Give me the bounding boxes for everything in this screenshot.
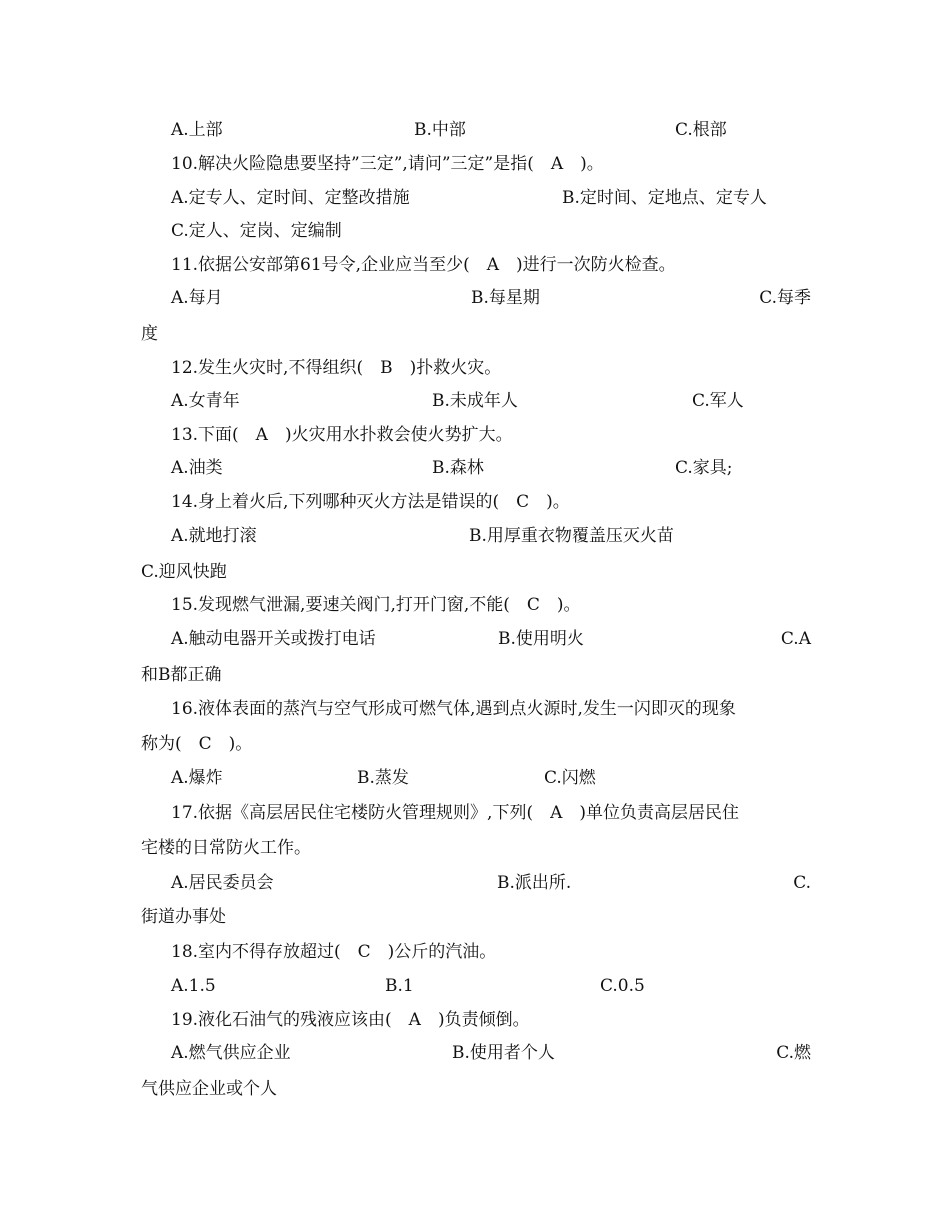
q18-option-b: B.1 [385,976,414,996]
q9-options [171,113,811,147]
q16-question: 16.液体表面的蒸汽与空气形成可燃气体,遇到点火源时,发生一闪即灭的现象 [171,699,736,719]
q11-option-c: C.每季 [759,288,811,308]
q11-option-c-continued: 度 [141,324,158,344]
q17-question-continued: 宅楼的日常防火工作。 [141,838,311,858]
q13-options [171,451,811,485]
q11-option-b: B.每星期 [471,288,540,308]
q19-options [171,1036,811,1070]
q12-options [171,384,811,418]
q19-option-a: A.燃气供应企业 [171,1043,291,1063]
q15-option-c: C.A [780,629,811,649]
q11-options [171,281,811,315]
q17-options [171,866,811,900]
q9-option-a: A.上部 [171,120,223,140]
q12-option-b: B.未成年人 [432,391,518,411]
q10-option-c: C.定人、定岗、定编制 [171,221,342,241]
q16-option-b: B.蒸发 [357,768,409,788]
q19-question: 19.液化石油气的残液应该由( A )负责倾倒。 [171,1010,530,1030]
q16-option-c: C.闪燃 [544,768,596,788]
q15-option-c-continued: 和B都正确 [141,665,222,685]
q10-option-a: A.定专人、定时间、定整改措施 [171,188,410,208]
q14-question: 14.身上着火后,下列哪种灭火方法是错误的( C )。 [171,492,570,512]
q18-option-c: C.0.5 [600,976,645,996]
q9-option-c: C.根部 [675,120,727,140]
q18-question: 18.室内不得存放超过( C )公斤的汽油。 [171,942,497,962]
q14-options [171,519,811,553]
q19-option-c: C.燃 [776,1043,811,1063]
q17-option-c: C. [793,873,811,893]
q13-option-c: C.家具; [675,458,733,478]
q12-option-a: A.女青年 [171,391,240,411]
q17-option-c-continued: 街道办事处 [141,907,226,927]
q15-option-a: A.触动电器开关或拨打电话 [171,629,376,649]
q19-option-c-continued: 气供应企业或个人 [141,1079,277,1099]
q11-question: 11.依据公安部第61号令,企业应当至少( A )进行一次防火检查。 [171,255,676,275]
q16-question-continued: 称为( C )。 [141,734,253,754]
q11-option-a: A.每月 [171,288,223,308]
q10-question: 10.解决火险隐患要坚持”三定”,请问”三定”是指( A )。 [171,154,604,174]
q15-question: 15.发现燃气泄漏,要速关阀门,打开门窗,不能( C )。 [171,595,581,615]
q13-option-b: B.森林 [432,458,484,478]
q17-question: 17.依据《高层居民住宅楼防火管理规则》,下列( A )单位负责高层居民住 [171,803,739,823]
q16-option-a: A.爆炸 [171,768,223,788]
q15-option-b: B.使用明火 [498,629,584,649]
q12-question: 12.发生火灾时,不得组织( B )扑救火灾。 [171,358,502,378]
q9-option-b: B.中部 [414,120,466,140]
q14-option-c: C.迎风快跑 [141,562,227,582]
q18-option-a: A.1.5 [171,976,216,996]
q10-options-row1 [171,181,811,215]
q14-option-a: A.就地打滚 [171,526,257,546]
q19-option-b: B.使用者个人 [452,1043,555,1063]
q13-question: 13.下面( A )火灾用水扑救会使火势扩大。 [171,425,513,445]
q16-options [171,761,811,795]
q13-option-a: A.油类 [171,458,223,478]
q17-option-a: A.居民委员会 [171,873,274,893]
q15-options [171,622,811,656]
q17-option-b: B.派出所. [497,873,572,893]
q12-option-c: C.军人 [692,391,744,411]
q18-options [171,969,811,1003]
q10-option-b: B.定时间、定地点、定专人 [562,188,767,208]
q14-option-b: B.用厚重衣物覆盖压灭火苗 [469,526,674,546]
